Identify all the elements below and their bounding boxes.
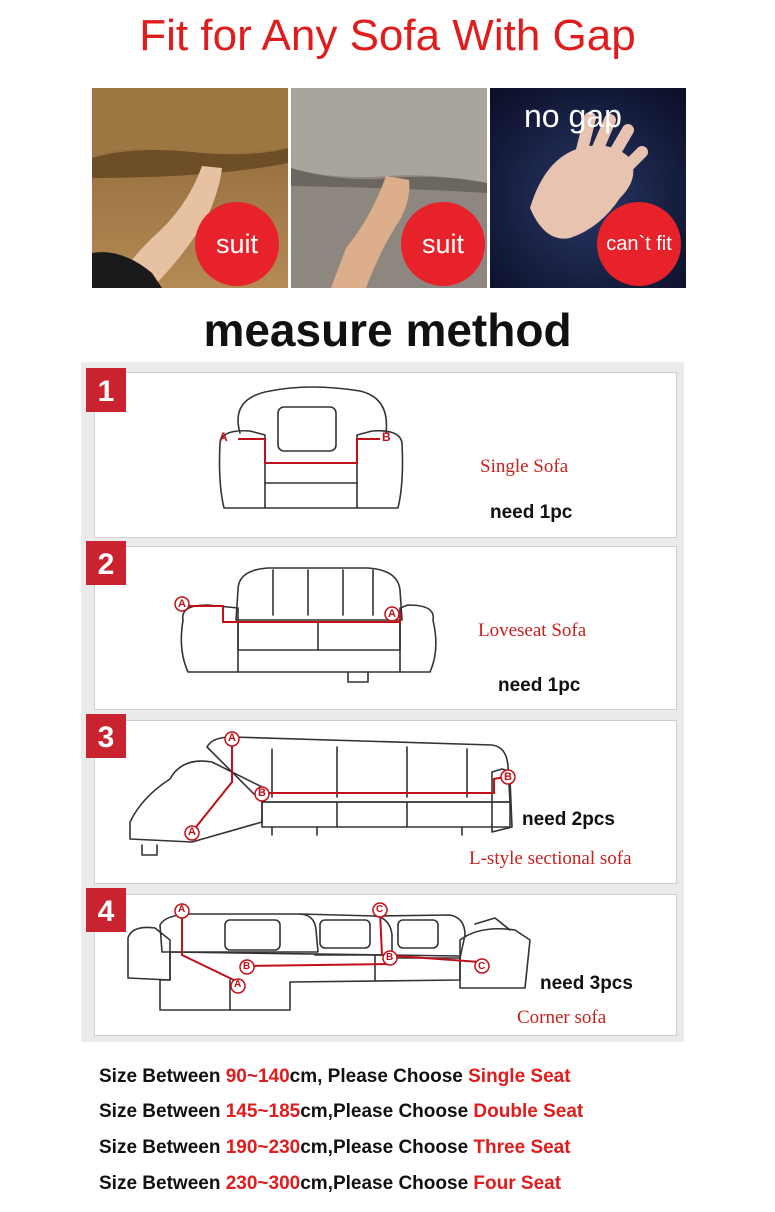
marker-b: B <box>243 961 251 972</box>
size-prefix: Size Between <box>99 1101 226 1122</box>
size-range: 230~300 <box>225 1173 301 1194</box>
size-middle: cm,Please Choose <box>300 1173 474 1194</box>
marker-a: A <box>234 979 242 990</box>
seat-type: Double Seat <box>473 1101 584 1122</box>
marker-b: B <box>382 430 391 444</box>
seat-type: Single Seat <box>468 1066 571 1087</box>
suit-badge-1: suit <box>195 202 279 286</box>
need-count: need 2pcs <box>522 809 615 830</box>
marker-a: A <box>188 826 196 838</box>
size-range: 90~140 <box>225 1066 290 1087</box>
suit-badge-2: suit <box>401 202 485 286</box>
marker-a: A <box>388 608 396 620</box>
size-prefix: Size Between <box>99 1137 226 1158</box>
size-prefix: Size Between <box>99 1066 226 1087</box>
step-number-4: 4 <box>86 888 126 932</box>
single-sofa-diagram <box>210 383 410 523</box>
marker-c: C <box>376 904 384 915</box>
size-middle: cm,Please Choose <box>300 1137 474 1158</box>
seat-type: Three Seat <box>473 1137 571 1158</box>
loveseat-sofa-diagram <box>168 560 448 690</box>
marker-a: A <box>219 430 228 444</box>
sofa-name: Single Sofa <box>480 456 569 477</box>
need-count: need 3pcs <box>540 973 633 994</box>
size-range: 145~185 <box>225 1101 301 1122</box>
seat-type: Four Seat <box>473 1173 562 1194</box>
size-prefix: Size Between <box>99 1173 226 1194</box>
sofa-name: Loveseat Sofa <box>478 620 587 641</box>
size-middle: cm,Please Choose <box>300 1101 474 1122</box>
headline: Fit for Any Sofa With Gap <box>139 11 636 60</box>
need-count: need 1pc <box>498 675 581 696</box>
step-number-1: 1 <box>86 368 126 412</box>
l-style-sofa-diagram <box>122 727 522 867</box>
sofa-name: L-style sectional sofa <box>469 848 632 869</box>
size-line-four <box>99 1173 561 1195</box>
cant-fit-badge: can`t fit <box>597 202 681 286</box>
size-line-single <box>99 1066 571 1088</box>
step-number-2: 2 <box>86 541 126 585</box>
corner-sofa-diagram <box>120 900 540 1030</box>
marker-b: B <box>258 787 266 799</box>
marker-c: C <box>478 961 486 972</box>
measure-method-title: measure method <box>203 304 572 348</box>
size-range: 190~230 <box>225 1137 301 1158</box>
size-line-three <box>99 1137 571 1159</box>
marker-b: B <box>386 952 394 963</box>
marker-b: B <box>504 771 512 783</box>
need-count: need 1pc <box>490 502 573 523</box>
sofa-name: Corner sofa <box>517 1007 607 1028</box>
size-middle: cm, Please Choose <box>289 1066 469 1087</box>
step-number-3: 3 <box>86 714 126 758</box>
no-gap-label: no gap <box>524 98 622 134</box>
size-line-double <box>99 1101 583 1123</box>
marker-a: A <box>178 904 186 915</box>
marker-a: A <box>228 732 236 744</box>
marker-a: A <box>178 598 186 610</box>
